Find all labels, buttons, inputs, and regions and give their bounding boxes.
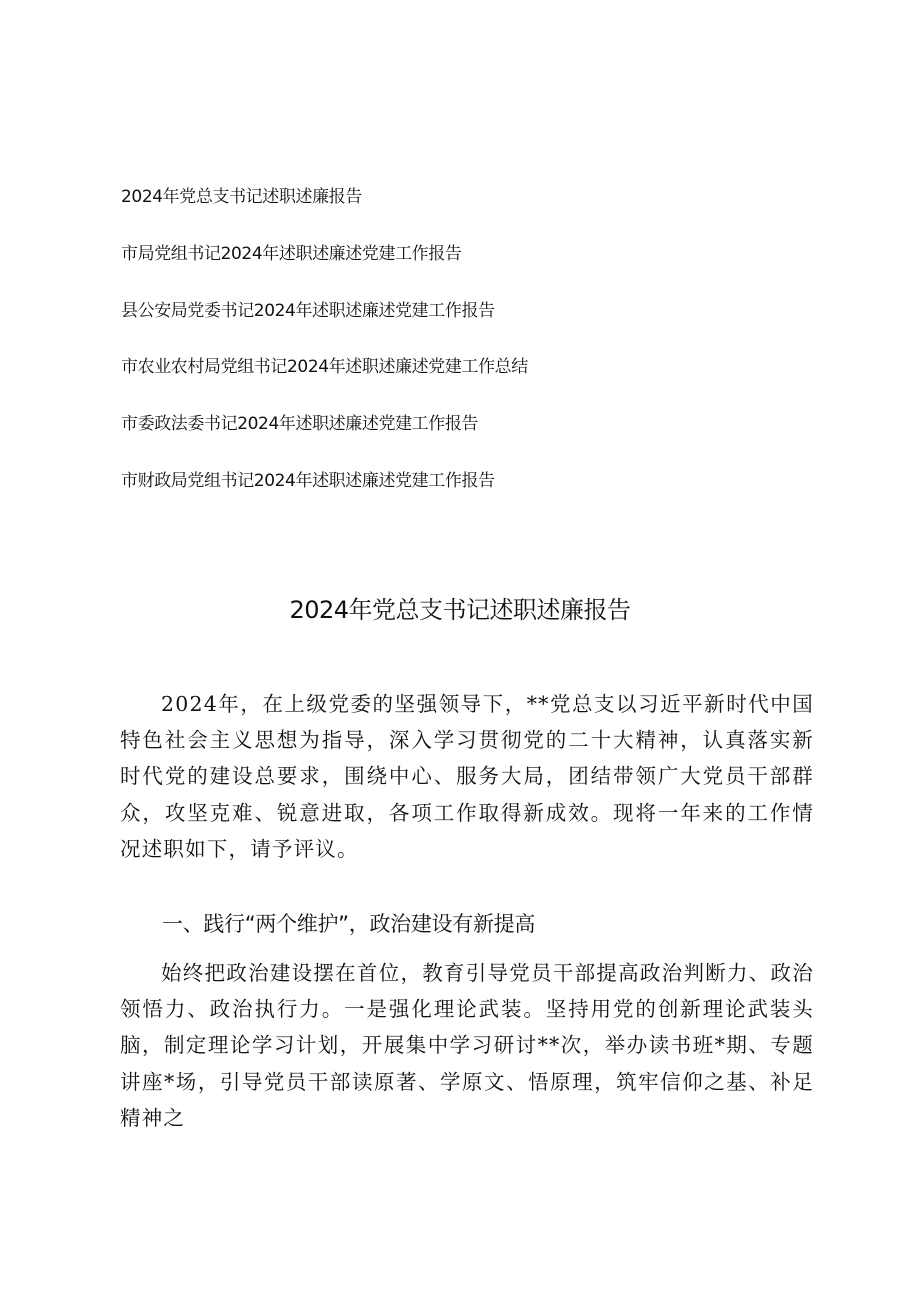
toc-item: 市委政法委书记2024年述职述廉述党建工作报告	[121, 414, 479, 435]
toc-item: 市局党组书记2024年述职述廉述党建工作报告	[121, 243, 462, 264]
intro-paragraph: 2024年，在上级党委的坚强领导下，**党总支以习近平新时代中国特色社会主义思想为指导，深入学习贯彻党的二十大精神，认真落实新时代党的建设总要求，围绕中心、服务大局，团结带领广大党员干部群众，攻坚克难、锐意进取，各项工作取得新成效。现将一年来的工作情况述职如下，请予评议。	[120, 692, 814, 861]
section-body-paragraph: 始终把政治建设摆在首位，教育引导党员干部提高政治判断力、政治领悟力、政治执行力。一是强化理论武装。坚持用党的创新理论武装头脑，制定理论学习计划，开展集中学习研讨**次，举办读书班*期、专题讲座*场，引导党员干部读原著、学原文、悟原理，筑牢信仰之基、补足精神之	[120, 961, 814, 1130]
toc-item: 市财政局党组书记2024年述职述廉述党建工作报告	[121, 470, 495, 491]
document-title: 2024年党总支书记述职述廉报告	[289, 596, 631, 624]
toc-item: 2024年党总支书记述职述廉报告	[121, 187, 362, 207]
table-of-contents	[121, 186, 528, 527]
toc-item: 市农业农村局党组书记2024年述职述廉述党建工作总结	[121, 357, 528, 378]
toc-item: 县公安局党委书记2024年述职述廉述党建工作报告	[121, 300, 495, 321]
section-heading: 一、践行“两个维护”，政治建设有新提高	[162, 912, 536, 936]
